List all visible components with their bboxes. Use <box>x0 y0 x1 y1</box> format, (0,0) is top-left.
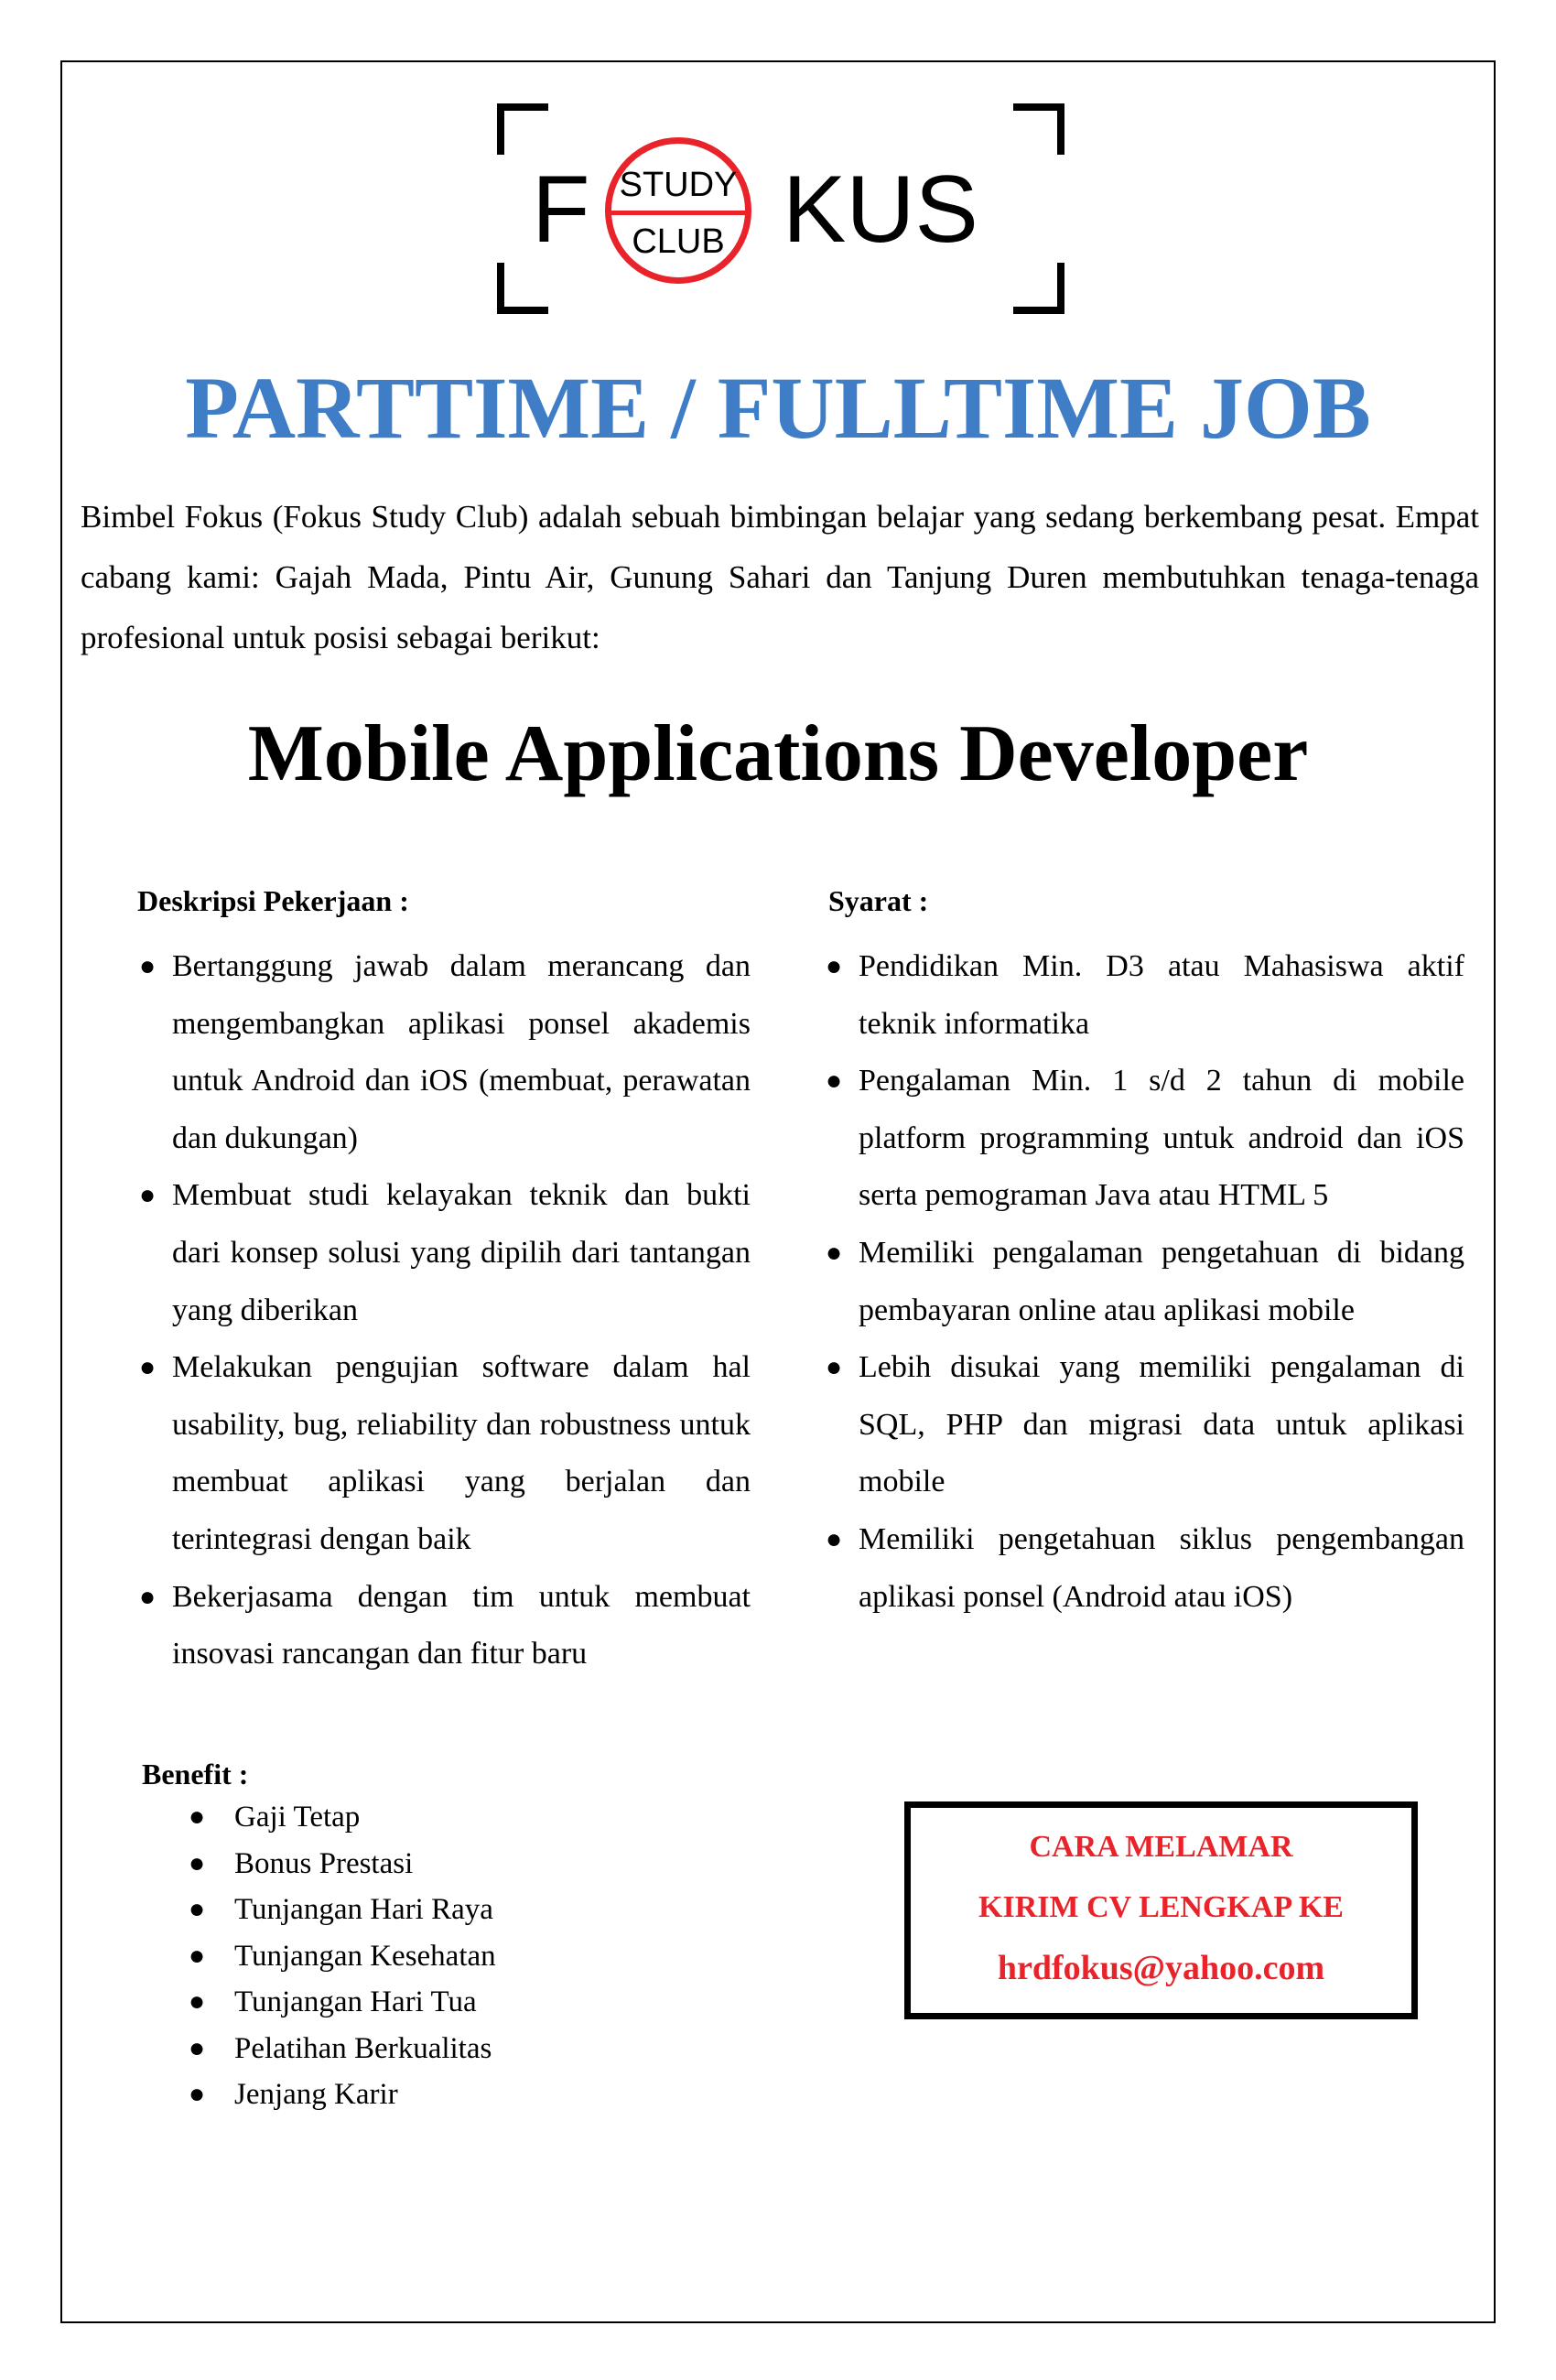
logo-corner-bottom-left <box>497 263 548 314</box>
requirement-item <box>824 938 1464 1053</box>
logo-letter-f: F <box>532 157 590 263</box>
bullet-icon: ● <box>139 951 157 981</box>
fokus-study-club-logo <box>497 103 1064 314</box>
requirements-heading: Syarat : <box>828 884 929 917</box>
bullet-icon: ● <box>189 2032 206 2063</box>
benefit-item-text: Jenjang Karir <box>234 2078 398 2111</box>
benefit-item-text: Bonus Prestasi <box>234 1846 414 1880</box>
benefit-heading: Benefit : <box>142 1758 249 1790</box>
bullet-icon: ● <box>139 1352 157 1383</box>
bullet-icon: ● <box>189 1894 206 1924</box>
benefit-item-text: Pelatihan Berkualitas <box>234 2031 492 2065</box>
benefit-item-text: Gaji Tetap <box>234 1801 361 1834</box>
logo-text-study: STUDY <box>619 166 738 204</box>
description-item-text: Membuat studi kelayakan teknik dan bukti dari konsep solusi yang dipilih dari tantangan yang diberikan <box>172 1178 751 1327</box>
description-heading: Deskripsi Pekerjaan : <box>137 884 409 917</box>
benefit-item <box>189 1933 646 1980</box>
requirement-item-text: Pendidikan Min. D3 atau Mahasiswa aktif teknik informatika <box>859 949 1464 1041</box>
description-item <box>137 938 751 1167</box>
bullet-icon: ● <box>826 1523 843 1554</box>
description-item <box>137 1569 751 1683</box>
requirement-item-text: Lebih disukai yang memiliki pengalaman di SQL, PHP dan migrasi data untuk aplikasi mobile <box>859 1350 1464 1499</box>
description-item-text: Melakukan pengujian software dalam hal usability, bug, reliability dan robustness untuk membuat aplikasi yang berjalan dan terintegrasi dengan baik <box>172 1350 751 1556</box>
bullet-icon: ● <box>189 1801 206 1832</box>
description-item-text: Bekerjasama dengan tim untuk membuat insovasi rancangan dan fitur baru <box>172 1579 751 1671</box>
logo-corner-bottom-right <box>1013 263 1064 314</box>
intro-paragraph: Bimbel Fokus (Fokus Study Club) adalah sebuah bimbingan belajar yang sedang berkembang pesat. Empat cabang kami: Gajah Mada, Pintu Air, Gunung Sahari dan Tanjung Duren membutuhkan tenaga-tenaga profesional untuk posisi sebagai berikut: <box>81 499 1479 655</box>
benefit-item <box>189 1887 646 1933</box>
benefit-list <box>189 1794 646 2118</box>
benefit-item <box>189 2026 646 2072</box>
requirements-list <box>824 938 1464 1626</box>
requirement-item-text: Memiliki pengalaman pengetahuan di bidang pembayaran online atau aplikasi mobile <box>859 1235 1464 1327</box>
description-item <box>137 1339 751 1568</box>
bullet-icon: ● <box>189 2079 206 2109</box>
benefit-item <box>189 1794 646 1841</box>
apply-heading: CARA MELAMAR <box>1029 1830 1293 1864</box>
benefit-item-text: Tunjangan Hari Tua <box>234 1985 477 2018</box>
requirement-item-text: Memiliki pengetahuan siklus pengembangan aplikasi ponsel (Android atau iOS) <box>859 1521 1464 1614</box>
bullet-icon: ● <box>139 1581 157 1612</box>
benefit-item <box>189 1979 646 2026</box>
bullet-icon: ● <box>826 1066 843 1097</box>
logo-corner-top-left <box>497 103 548 155</box>
logo-text-club: CLUB <box>632 222 725 261</box>
benefit-item <box>189 2072 646 2118</box>
description-list <box>137 938 751 1683</box>
apply-box <box>904 1801 1418 2019</box>
apply-email[interactable]: hrdfokus@yahoo.com <box>997 1949 1325 1987</box>
description-item-text: Bertanggung jawab dalam merancang dan mengembangkan aplikasi ponsel akademis untuk Android dan iOS (membuat, perawatan dan dukungan) <box>172 949 751 1155</box>
apply-instruction: KIRIM CV LENGKAP KE <box>978 1890 1344 1924</box>
benefit-item-text: Tunjangan Kesehatan <box>234 1939 496 1973</box>
logo-corner-top-right <box>1013 103 1064 155</box>
requirement-item <box>824 1053 1464 1225</box>
bullet-icon: ● <box>189 1940 206 1971</box>
job-title: Mobile Applications Developer <box>247 709 1309 798</box>
logo-text-kus: KUS <box>783 157 978 263</box>
bullet-icon: ● <box>826 1237 843 1268</box>
benefit-item <box>189 1841 646 1888</box>
requirement-item <box>824 1225 1464 1339</box>
bullet-icon: ● <box>189 1986 206 2017</box>
description-item <box>137 1167 751 1339</box>
page-headline: PARTTIME / FULLTIME JOB <box>185 359 1371 457</box>
logo-circle <box>605 137 751 284</box>
bullet-icon: ● <box>139 1180 157 1211</box>
logo-circle-divider <box>611 211 745 215</box>
bullet-icon: ● <box>826 1352 843 1383</box>
requirement-item <box>824 1339 1464 1511</box>
benefit-item-text: Tunjangan Hari Raya <box>234 1893 493 1926</box>
bullet-icon: ● <box>189 1847 206 1878</box>
bullet-icon: ● <box>826 951 843 981</box>
requirement-item-text: Pengalaman Min. 1 s/d 2 tahun di mobile platform programming untuk android dan iOS serta pemograman Java atau HTML 5 <box>859 1064 1464 1213</box>
requirement-item <box>824 1511 1464 1626</box>
